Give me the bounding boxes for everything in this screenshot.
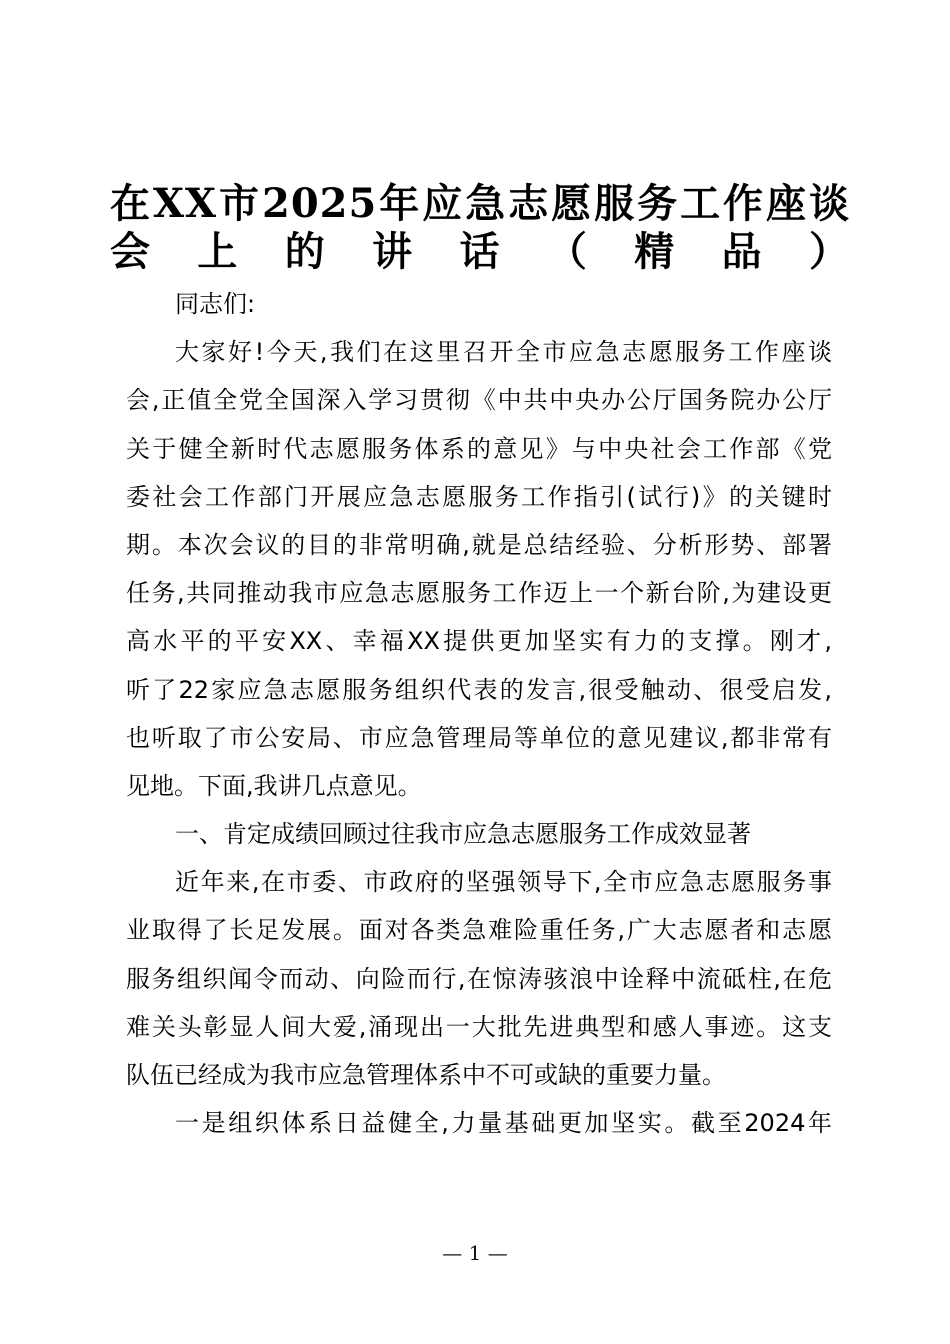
document-body [126,280,832,1147]
paragraph-line: 任务,共同推动我市应急志愿服务工作迈上一个新台阶,为建设更 [126,579,832,608]
paragraph-line: 一是组织体系日益健全,力量基础更加坚实。截至2024年 [175,1109,832,1138]
paragraph-line: 难关头彰显人间大爱,涌现出一大批先进典型和感人事迹。这支 [126,1012,832,1041]
paragraph-line: 高水平的平安XX、幸福XX提供更加坚实有力的支撑。刚才, [126,627,832,656]
paragraph-line: 会,正值全党全国深入学习贯彻《中共中央办公厅国务院办公厅 [126,386,832,415]
section-heading: 一、肯定成绩回顾过往我市应急志愿服务工作成效显著 [175,820,751,849]
paragraph-line: 大家好!今天,我们在这里召开全市应急志愿服务工作座谈 [175,338,832,367]
paragraph-line: 业取得了长足发展。面对各类急难险重任务,广大志愿者和志愿 [126,916,832,945]
title-line: 在XX市2025年应急志愿服务工作座谈 [110,180,850,227]
paragraph-line: 见地。下面,我讲几点意见。 [126,771,422,800]
paragraph-line: 服务组织闻令而动、向险而行,在惊涛骇浪中诠释中流砥柱,在危 [126,964,832,993]
paragraph-line: 委社会工作部门开展应急志愿服务工作指引(试行)》的关键时 [126,482,832,511]
title-line: 会上的讲话（精品） [110,228,850,276]
paragraph-line: 近年来,在市委、市政府的坚强领导下,全市应急志愿服务事 [175,868,832,897]
paragraph-line: 期。本次会议的目的非常明确,就是总结经验、分析形势、部署 [126,530,832,559]
paragraph-line: 关于健全新时代志愿服务体系的意见》与中央社会工作部《党 [126,434,832,463]
paragraph-line: 听了22家应急志愿服务组织代表的发言,很受触动、很受启发, [126,675,832,704]
paragraph-line: 队伍已经成为我市应急管理体系中不可或缺的重要力量。 [126,1061,726,1089]
page-number: — 1 — [442,1241,508,1265]
paragraph-line: 也听取了市公安局、市应急管理局等单位的意见建议,都非常有 [126,723,832,752]
document-title [110,178,850,274]
salutation: 同志们: [175,290,256,318]
